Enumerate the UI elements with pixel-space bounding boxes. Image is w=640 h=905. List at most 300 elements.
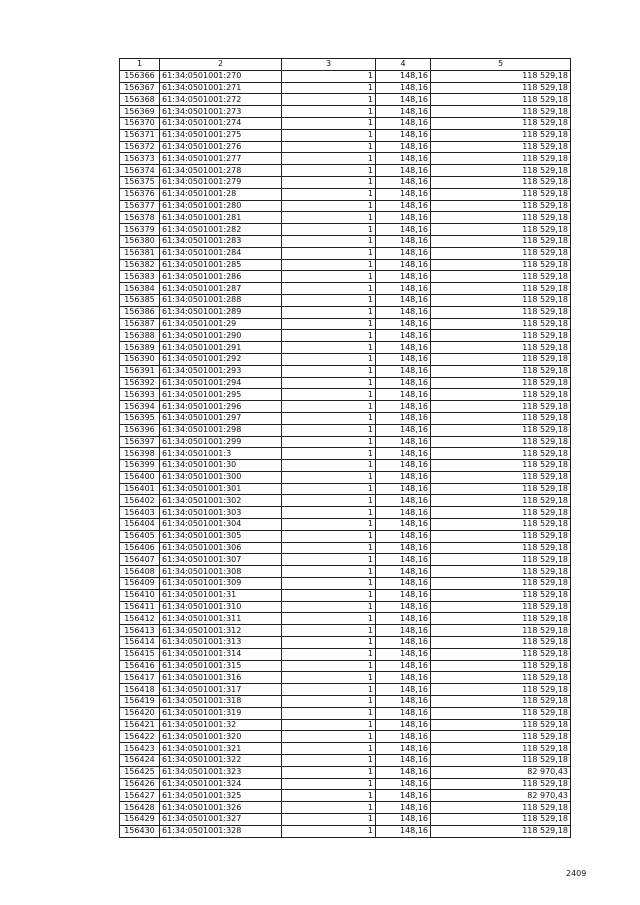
- area-cell: 148,16: [376, 495, 431, 507]
- count-cell: 1: [282, 212, 376, 224]
- table-row: [120, 448, 571, 460]
- table-row: [120, 743, 571, 755]
- table-row: [120, 365, 571, 377]
- value-cell: 118 529,18: [431, 530, 571, 542]
- row-number: 156407: [120, 554, 160, 566]
- value-cell: 118 529,18: [431, 719, 571, 731]
- count-cell: 1: [282, 342, 376, 354]
- row-number: 156385: [120, 294, 160, 306]
- count-cell: 1: [282, 82, 376, 94]
- value-cell: 118 529,18: [431, 707, 571, 719]
- value-cell: 118 529,18: [431, 637, 571, 649]
- count-cell: 1: [282, 165, 376, 177]
- area-cell: 148,16: [376, 625, 431, 637]
- table-row: [120, 259, 571, 271]
- cadastral-number: 61:34:0501001:321: [160, 743, 282, 755]
- value-cell: 82 970,43: [431, 766, 571, 778]
- value-cell: 118 529,18: [431, 460, 571, 472]
- cadastral-number: 61:34:0501001:302: [160, 495, 282, 507]
- value-cell: 118 529,18: [431, 507, 571, 519]
- area-cell: 148,16: [376, 790, 431, 802]
- value-cell: 118 529,18: [431, 153, 571, 165]
- cadastral-number: 61:34:0501001:281: [160, 212, 282, 224]
- cadastral-number: 61:34:0501001:328: [160, 825, 282, 837]
- row-number: 156400: [120, 471, 160, 483]
- area-cell: 148,16: [376, 318, 431, 330]
- area-cell: 148,16: [376, 766, 431, 778]
- cadastral-number: 61:34:0501001:295: [160, 389, 282, 401]
- table-row: [120, 353, 571, 365]
- cadastral-number: 61:34:0501001:305: [160, 530, 282, 542]
- area-cell: 148,16: [376, 660, 431, 672]
- row-number: 156396: [120, 424, 160, 436]
- count-cell: 1: [282, 660, 376, 672]
- count-cell: 1: [282, 294, 376, 306]
- area-cell: 148,16: [376, 471, 431, 483]
- area-cell: 148,16: [376, 696, 431, 708]
- value-cell: 118 529,18: [431, 306, 571, 318]
- value-cell: 118 529,18: [431, 188, 571, 200]
- cadastral-number: 61:34:0501001:273: [160, 106, 282, 118]
- area-cell: 148,16: [376, 613, 431, 625]
- count-cell: 1: [282, 424, 376, 436]
- value-cell: 118 529,18: [431, 342, 571, 354]
- count-cell: 1: [282, 637, 376, 649]
- table-row: [120, 330, 571, 342]
- area-cell: 148,16: [376, 802, 431, 814]
- table-row: [120, 141, 571, 153]
- area-cell: 148,16: [376, 436, 431, 448]
- value-cell: 118 529,18: [431, 318, 571, 330]
- area-cell: 148,16: [376, 483, 431, 495]
- cadastral-number: 61:34:0501001:306: [160, 542, 282, 554]
- count-cell: 1: [282, 460, 376, 472]
- count-cell: 1: [282, 743, 376, 755]
- value-cell: 118 529,18: [431, 554, 571, 566]
- value-cell: 82 970,43: [431, 790, 571, 802]
- table-row: [120, 589, 571, 601]
- area-cell: 148,16: [376, 637, 431, 649]
- value-cell: 118 529,18: [431, 117, 571, 129]
- value-cell: 118 529,18: [431, 412, 571, 424]
- count-cell: 1: [282, 200, 376, 212]
- cadastral-number: 61:34:0501001:30: [160, 460, 282, 472]
- row-number: 156402: [120, 495, 160, 507]
- cadastral-number: 61:34:0501001:288: [160, 294, 282, 306]
- count-cell: 1: [282, 625, 376, 637]
- value-cell: 118 529,18: [431, 70, 571, 82]
- table-row: [120, 802, 571, 814]
- area-cell: 148,16: [376, 684, 431, 696]
- value-cell: 118 529,18: [431, 448, 571, 460]
- row-number: 156384: [120, 283, 160, 295]
- table-row: [120, 613, 571, 625]
- count-cell: 1: [282, 648, 376, 660]
- table-row: [120, 389, 571, 401]
- count-cell: 1: [282, 613, 376, 625]
- value-cell: 118 529,18: [431, 743, 571, 755]
- cadastral-number: 61:34:0501001:303: [160, 507, 282, 519]
- table-row: [120, 247, 571, 259]
- count-cell: 1: [282, 766, 376, 778]
- table-row: [120, 530, 571, 542]
- value-cell: 118 529,18: [431, 542, 571, 554]
- row-number: 156380: [120, 235, 160, 247]
- value-cell: 118 529,18: [431, 389, 571, 401]
- area-cell: 148,16: [376, 814, 431, 826]
- cadastral-number: 61:34:0501001:28: [160, 188, 282, 200]
- count-cell: 1: [282, 153, 376, 165]
- row-number: 156394: [120, 401, 160, 413]
- row-number: 156391: [120, 365, 160, 377]
- table-row: [120, 566, 571, 578]
- row-number: 156375: [120, 176, 160, 188]
- area-cell: 148,16: [376, 412, 431, 424]
- value-cell: 118 529,18: [431, 613, 571, 625]
- table-row: [120, 495, 571, 507]
- count-cell: 1: [282, 401, 376, 413]
- area-cell: 148,16: [376, 743, 431, 755]
- table-row: [120, 153, 571, 165]
- cadastral-number: 61:34:0501001:324: [160, 778, 282, 790]
- row-number: 156403: [120, 507, 160, 519]
- table-row: [120, 318, 571, 330]
- area-cell: 148,16: [376, 165, 431, 177]
- count-cell: 1: [282, 106, 376, 118]
- table-row: [120, 165, 571, 177]
- value-cell: 118 529,18: [431, 589, 571, 601]
- area-cell: 148,16: [376, 578, 431, 590]
- cadastral-number: 61:34:0501001:274: [160, 117, 282, 129]
- count-cell: 1: [282, 719, 376, 731]
- value-cell: 118 529,18: [431, 648, 571, 660]
- row-number: 156383: [120, 271, 160, 283]
- area-cell: 148,16: [376, 224, 431, 236]
- count-cell: 1: [282, 235, 376, 247]
- cadastral-number: 61:34:0501001:317: [160, 684, 282, 696]
- value-cell: 118 529,18: [431, 483, 571, 495]
- row-number: 156389: [120, 342, 160, 354]
- cadastral-number: 61:34:0501001:308: [160, 566, 282, 578]
- value-cell: 118 529,18: [431, 141, 571, 153]
- row-number: 156411: [120, 601, 160, 613]
- cadastral-number: 61:34:0501001:298: [160, 424, 282, 436]
- value-cell: 118 529,18: [431, 825, 571, 837]
- cadastral-number: 61:34:0501001:312: [160, 625, 282, 637]
- table-row: [120, 731, 571, 743]
- table-row: [120, 542, 571, 554]
- count-cell: 1: [282, 448, 376, 460]
- area-cell: 148,16: [376, 507, 431, 519]
- table-row: [120, 684, 571, 696]
- cadastral-number: 61:34:0501001:29: [160, 318, 282, 330]
- cadastral-number: 61:34:0501001:323: [160, 766, 282, 778]
- area-cell: 148,16: [376, 188, 431, 200]
- row-number: 156425: [120, 766, 160, 778]
- count-cell: 1: [282, 790, 376, 802]
- area-cell: 148,16: [376, 235, 431, 247]
- cadastral-number: 61:34:0501001:304: [160, 519, 282, 531]
- count-cell: 1: [282, 778, 376, 790]
- value-cell: 118 529,18: [431, 330, 571, 342]
- table-row: [120, 471, 571, 483]
- value-cell: 118 529,18: [431, 566, 571, 578]
- table-row: [120, 814, 571, 826]
- cadastral-number: 61:34:0501001:310: [160, 601, 282, 613]
- area-cell: 148,16: [376, 601, 431, 613]
- cadastral-number: 61:34:0501001:293: [160, 365, 282, 377]
- table-row: [120, 460, 571, 472]
- value-cell: 118 529,18: [431, 660, 571, 672]
- area-cell: 148,16: [376, 672, 431, 684]
- row-number: 156418: [120, 684, 160, 696]
- area-cell: 148,16: [376, 530, 431, 542]
- row-number: 156422: [120, 731, 160, 743]
- table-row: [120, 212, 571, 224]
- value-cell: 118 529,18: [431, 353, 571, 365]
- value-cell: 118 529,18: [431, 814, 571, 826]
- value-cell: 118 529,18: [431, 129, 571, 141]
- cadastral-number: 61:34:0501001:3: [160, 448, 282, 460]
- table-row: [120, 637, 571, 649]
- row-number: 156406: [120, 542, 160, 554]
- row-number: 156421: [120, 719, 160, 731]
- value-cell: 118 529,18: [431, 271, 571, 283]
- row-number: 156428: [120, 802, 160, 814]
- value-cell: 118 529,18: [431, 235, 571, 247]
- row-number: 156388: [120, 330, 160, 342]
- count-cell: 1: [282, 696, 376, 708]
- count-cell: 1: [282, 755, 376, 767]
- area-cell: 148,16: [376, 129, 431, 141]
- table-row: [120, 707, 571, 719]
- cadastral-number: 61:34:0501001:275: [160, 129, 282, 141]
- value-cell: 118 529,18: [431, 106, 571, 118]
- row-number: 156367: [120, 82, 160, 94]
- cadastral-number: 61:34:0501001:322: [160, 755, 282, 767]
- cadastral-number: 61:34:0501001:311: [160, 613, 282, 625]
- row-number: 156430: [120, 825, 160, 837]
- cadastral-number: 61:34:0501001:296: [160, 401, 282, 413]
- count-cell: 1: [282, 141, 376, 153]
- table-row: [120, 82, 571, 94]
- row-number: 156382: [120, 259, 160, 271]
- area-cell: 148,16: [376, 106, 431, 118]
- table-row: [120, 117, 571, 129]
- area-cell: 148,16: [376, 365, 431, 377]
- table-row: [120, 283, 571, 295]
- table-row: [120, 554, 571, 566]
- row-number: 156404: [120, 519, 160, 531]
- cadastral-number: 61:34:0501001:294: [160, 377, 282, 389]
- count-cell: 1: [282, 365, 376, 377]
- row-number: 156387: [120, 318, 160, 330]
- row-number: 156366: [120, 70, 160, 82]
- table-row: [120, 424, 571, 436]
- table-row: [120, 625, 571, 637]
- cadastral-number: 61:34:0501001:280: [160, 200, 282, 212]
- count-cell: 1: [282, 283, 376, 295]
- count-cell: 1: [282, 389, 376, 401]
- count-cell: 1: [282, 318, 376, 330]
- count-cell: 1: [282, 129, 376, 141]
- area-cell: 148,16: [376, 401, 431, 413]
- cadastral-number: 61:34:0501001:320: [160, 731, 282, 743]
- count-cell: 1: [282, 554, 376, 566]
- table-row: [120, 825, 571, 837]
- row-number: 156377: [120, 200, 160, 212]
- count-cell: 1: [282, 589, 376, 601]
- value-cell: 118 529,18: [431, 283, 571, 295]
- table-header: [120, 59, 571, 71]
- count-cell: 1: [282, 530, 376, 542]
- table-row: [120, 412, 571, 424]
- value-cell: 118 529,18: [431, 436, 571, 448]
- row-number: 156427: [120, 790, 160, 802]
- table-row: [120, 755, 571, 767]
- table-row: [120, 778, 571, 790]
- row-number: 156423: [120, 743, 160, 755]
- cadastral-number: 61:34:0501001:292: [160, 353, 282, 365]
- table-row: [120, 578, 571, 590]
- count-cell: 1: [282, 814, 376, 826]
- cadastral-number: 61:34:0501001:289: [160, 306, 282, 318]
- cadastral-number: 61:34:0501001:327: [160, 814, 282, 826]
- row-number: 156381: [120, 247, 160, 259]
- value-cell: 118 529,18: [431, 578, 571, 590]
- table-row: [120, 766, 571, 778]
- value-cell: 118 529,18: [431, 82, 571, 94]
- area-cell: 148,16: [376, 377, 431, 389]
- area-cell: 148,16: [376, 554, 431, 566]
- table-row: [120, 719, 571, 731]
- row-number: 156392: [120, 377, 160, 389]
- row-number: 156426: [120, 778, 160, 790]
- cadastral-number: 61:34:0501001:31: [160, 589, 282, 601]
- count-cell: 1: [282, 684, 376, 696]
- cadastral-number: 61:34:0501001:285: [160, 259, 282, 271]
- count-cell: 1: [282, 601, 376, 613]
- value-cell: 118 529,18: [431, 365, 571, 377]
- cadastral-number: 61:34:0501001:307: [160, 554, 282, 566]
- table-row: [120, 601, 571, 613]
- cadastral-number: 61:34:0501001:299: [160, 436, 282, 448]
- count-cell: 1: [282, 377, 376, 389]
- table-row: [120, 696, 571, 708]
- value-cell: 118 529,18: [431, 684, 571, 696]
- count-cell: 1: [282, 117, 376, 129]
- row-number: 156399: [120, 460, 160, 472]
- row-number: 156417: [120, 672, 160, 684]
- count-cell: 1: [282, 825, 376, 837]
- row-number: 156374: [120, 165, 160, 177]
- count-cell: 1: [282, 507, 376, 519]
- area-cell: 148,16: [376, 82, 431, 94]
- table-body: [120, 70, 571, 837]
- header-col-4: 4: [376, 59, 431, 71]
- table-row: [120, 401, 571, 413]
- row-number: 156373: [120, 153, 160, 165]
- table-row: [120, 294, 571, 306]
- value-cell: 118 529,18: [431, 401, 571, 413]
- table-row: [120, 660, 571, 672]
- count-cell: 1: [282, 578, 376, 590]
- row-number: 156419: [120, 696, 160, 708]
- cadastral-number: 61:34:0501001:282: [160, 224, 282, 236]
- table-row: [120, 200, 571, 212]
- row-number: 156410: [120, 589, 160, 601]
- count-cell: 1: [282, 802, 376, 814]
- row-number: 156368: [120, 94, 160, 106]
- area-cell: 148,16: [376, 70, 431, 82]
- row-number: 156390: [120, 353, 160, 365]
- data-table: [119, 58, 571, 838]
- count-cell: 1: [282, 495, 376, 507]
- cadastral-number: 61:34:0501001:315: [160, 660, 282, 672]
- count-cell: 1: [282, 176, 376, 188]
- row-number: 156379: [120, 224, 160, 236]
- count-cell: 1: [282, 519, 376, 531]
- page-number: 2409: [566, 869, 587, 878]
- count-cell: 1: [282, 271, 376, 283]
- table-row: [120, 129, 571, 141]
- cadastral-number: 61:34:0501001:286: [160, 271, 282, 283]
- cadastral-number: 61:34:0501001:314: [160, 648, 282, 660]
- area-cell: 148,16: [376, 176, 431, 188]
- area-cell: 148,16: [376, 519, 431, 531]
- value-cell: 118 529,18: [431, 519, 571, 531]
- table-row: [120, 672, 571, 684]
- cadastral-number: 61:34:0501001:290: [160, 330, 282, 342]
- cadastral-number: 61:34:0501001:270: [160, 70, 282, 82]
- count-cell: 1: [282, 707, 376, 719]
- value-cell: 118 529,18: [431, 200, 571, 212]
- area-cell: 148,16: [376, 271, 431, 283]
- value-cell: 118 529,18: [431, 176, 571, 188]
- cadastral-number: 61:34:0501001:291: [160, 342, 282, 354]
- header-col-5: 5: [431, 59, 571, 71]
- table-row: [120, 507, 571, 519]
- value-cell: 118 529,18: [431, 94, 571, 106]
- value-cell: 118 529,18: [431, 672, 571, 684]
- area-cell: 148,16: [376, 424, 431, 436]
- header-col-2: 2: [160, 59, 282, 71]
- table-row: [120, 377, 571, 389]
- value-cell: 118 529,18: [431, 802, 571, 814]
- table-row: [120, 188, 571, 200]
- count-cell: 1: [282, 471, 376, 483]
- row-number: 156401: [120, 483, 160, 495]
- area-cell: 148,16: [376, 153, 431, 165]
- header-col-1: 1: [120, 59, 160, 71]
- count-cell: 1: [282, 412, 376, 424]
- count-cell: 1: [282, 306, 376, 318]
- cadastral-number: 61:34:0501001:319: [160, 707, 282, 719]
- row-number: 156413: [120, 625, 160, 637]
- count-cell: 1: [282, 436, 376, 448]
- count-cell: 1: [282, 353, 376, 365]
- table-row: [120, 271, 571, 283]
- area-cell: 148,16: [376, 731, 431, 743]
- value-cell: 118 529,18: [431, 755, 571, 767]
- table-row: [120, 70, 571, 82]
- cadastral-number: 61:34:0501001:287: [160, 283, 282, 295]
- row-number: 156414: [120, 637, 160, 649]
- count-cell: 1: [282, 483, 376, 495]
- cadastral-number: 61:34:0501001:326: [160, 802, 282, 814]
- cadastral-number: 61:34:0501001:272: [160, 94, 282, 106]
- area-cell: 148,16: [376, 778, 431, 790]
